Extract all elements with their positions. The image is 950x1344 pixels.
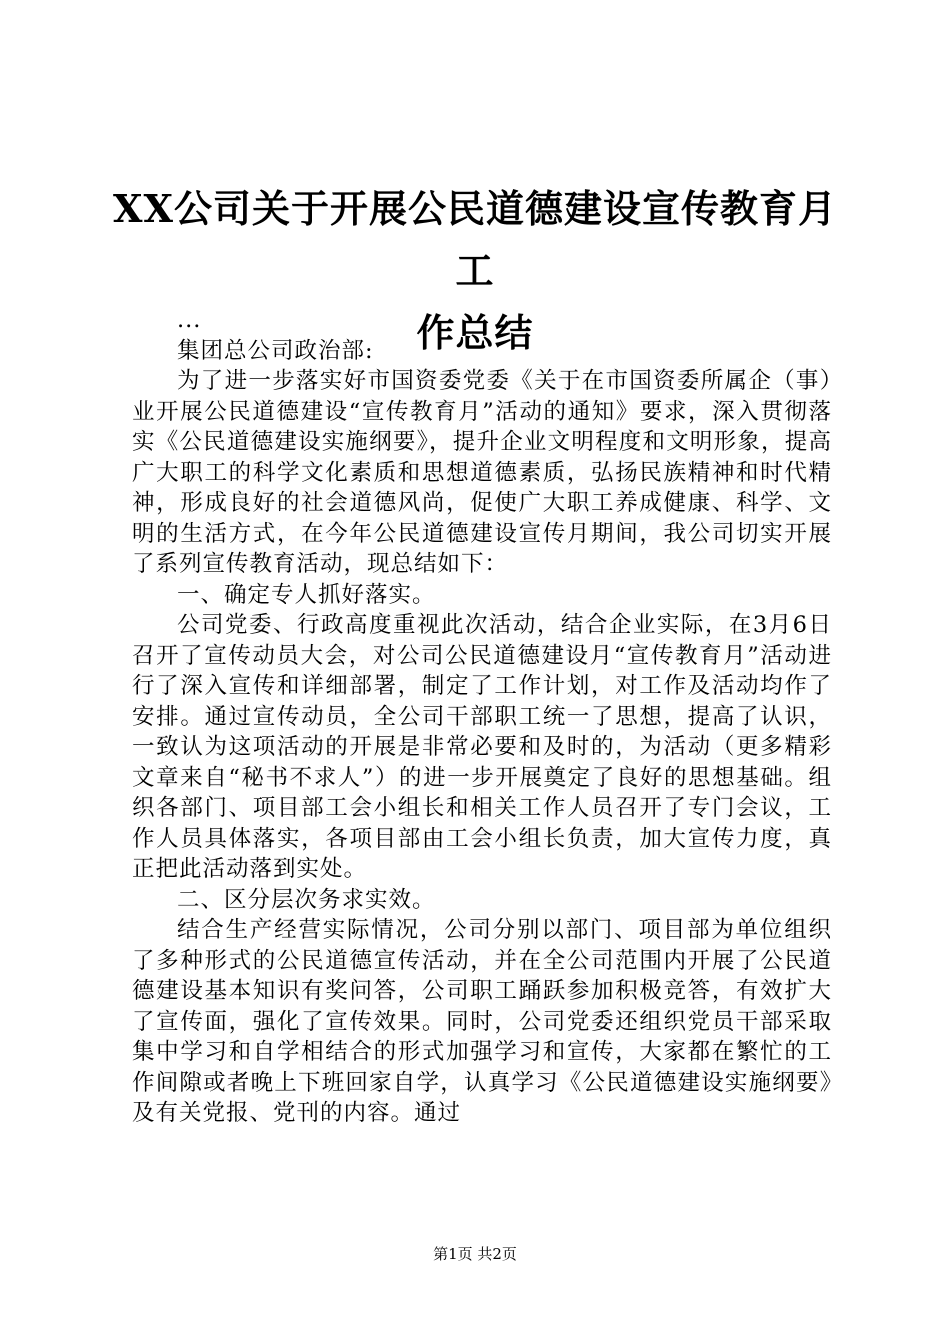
title-line-2: 作总结	[416, 310, 534, 355]
section-1-paragraph: 公司党委、行政高度重视此次活动，结合企业实际，在3月6日召开了宣传动员大会，对公司公民道德建设月“宣传教育月”活动进行了深入宣传和详细部署，制定了工作计划，对工作及活动均作了安排。通过宣传动员，全公司干部职工统一了思想，提高了认识，一致认为这项活动的开展是非常必要和及时的，为活动（更多精彩文章来自“秘书不求人”）的进一步开展奠定了良好的思想基础。组织各部门、项目部工会小组长和相关工作人员召开了专门会议，工作人员具体落实，各项目部由工会小组长负责，加大宣传力度，真正把此活动落到实处。	[132, 612, 832, 882]
page-footer: 第1页 共2页	[433, 1245, 517, 1263]
intro-paragraph: 为了进一步落实好市国资委党委《关于在市国资委所属企（事）业开展公民道德建设“宣传教育月”活动的通知》要求，深入贯彻落实《公民道德建设实施纲要》，提升企业文明程度和文明形象，提高广大职工的科学文化素质和思想道德素质，弘扬民族精神和时代精神，形成良好的社会道德风尚，促使广大职工养成健康、科学、文明的生活方式，在今年公民道德建设宣传月期间，我公司切实开展了系列宣传教育活动，现总结如下：	[132, 368, 832, 577]
ellipsis-line: ...	[177, 307, 202, 333]
title-line-1: XX公司关于开展公民道德建设宣传教育月工	[113, 186, 837, 293]
addressee: 集团总公司政治部:	[177, 337, 374, 364]
section-2-paragraph: 结合生产经营实际情况，公司分别以部门、项目部为单位组织了多种形式的公民道德宣传活动，并在全公司范围内开展了公民道德建设基本知识有奖问答，公司职工踊跃参加积极竞答，有效扩大了宣传面，强化了宣传效果。同时，公司党委还组织党员干部采取集中学习和自学相结合的形式加强学习和宣传，大家都在繁忙的工作间隙或者晚上下班回家自学，认真学习《公民道德建设实施纲要》及有关党报、党刊的内容。通过	[132, 917, 832, 1126]
document-body	[132, 305, 832, 1129]
section-heading-1: 一、确定专人抓好落实。	[177, 581, 436, 608]
section-heading-2: 二、区分层次务求实效。	[177, 886, 436, 913]
